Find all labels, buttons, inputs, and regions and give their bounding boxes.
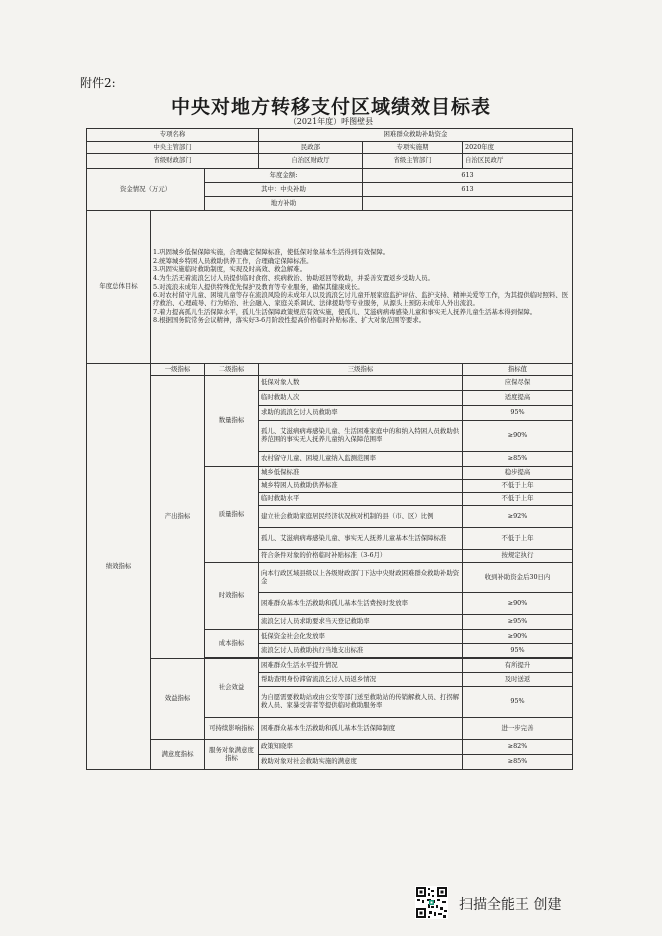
timeliness-label: 时效指标 bbox=[205, 563, 259, 630]
local-subsidy-value bbox=[363, 197, 573, 211]
indicator-value: 适度提高 bbox=[463, 391, 573, 406]
col-level3-header: 三级指标 bbox=[259, 364, 463, 376]
indicator-value: 收到补助资金后30日内 bbox=[463, 563, 573, 593]
indicator-value: ≥95% bbox=[463, 615, 573, 630]
sustain-label: 可持续影响指标 bbox=[205, 718, 259, 740]
central-subsidy-value: 613 bbox=[363, 183, 573, 197]
cost-label: 成本指标 bbox=[205, 630, 259, 658]
indicator-name: 低保对象人数 bbox=[259, 376, 463, 391]
project-name-label: 专项名称 bbox=[87, 129, 259, 142]
indicator-value: 95% bbox=[463, 687, 573, 718]
annual-amount-label: 年度金额: bbox=[205, 169, 363, 183]
indicator-name: 城乡低保标准 bbox=[259, 467, 463, 480]
prov-dept-label: 省级主管部门 bbox=[363, 154, 463, 169]
scanner-watermark bbox=[415, 886, 635, 922]
impl-period-value: 2020年度 bbox=[463, 142, 573, 154]
indicator-value: 95% bbox=[463, 644, 573, 658]
indicator-name: 临时救助人次 bbox=[259, 391, 463, 406]
attachment-label: 附件2: bbox=[80, 76, 116, 90]
indicator-name: 救助对象对社会救助实施的满意度 bbox=[259, 755, 463, 770]
page-subtitle: （2021年度）呼图壁县 bbox=[288, 117, 374, 126]
qr-code-icon bbox=[415, 886, 448, 919]
goal-item: 4.为生活无着流浪乞讨人员提供临时食宿、疾病救治、协助返回等救助，并妥善安置返乡受助人员。 bbox=[153, 273, 434, 282]
annual-amount-value: 613 bbox=[363, 169, 573, 183]
indicator-value: 不低于上年 bbox=[463, 528, 573, 550]
benefit-label: 效益指标 bbox=[151, 659, 205, 740]
goal-item: 2.统筹城乡特困人员救助供养工作，合理确定保障标准。 bbox=[153, 256, 313, 265]
impl-period-label: 专项实施期 bbox=[363, 142, 463, 154]
indicator-value: 不低于上年 bbox=[463, 493, 573, 506]
social-label: 社会效益 bbox=[205, 659, 259, 718]
indicator-value: 及时送返 bbox=[463, 673, 573, 687]
local-subsidy-label: 地方补助 bbox=[205, 197, 363, 211]
indicator-value: ≥90% bbox=[463, 593, 573, 615]
performance-target-table bbox=[86, 128, 573, 770]
indicator-name: 流浪乞讨人员求助要求当天登记救助率 bbox=[259, 615, 463, 630]
satisfaction-label: 满意度指标 bbox=[151, 740, 205, 770]
annual-goals-label: 年度总体目标 bbox=[87, 211, 151, 364]
central-dept-value: 民政部 bbox=[259, 142, 363, 154]
indicator-value: 95% bbox=[463, 406, 573, 421]
prov-finance-value: 自治区财政厅 bbox=[259, 154, 363, 169]
goal-item: 6.对农村留守儿童、困境儿童等存在流浪风险的未成年人以及流浪乞讨儿童开展家庭监护评估、监护支持、精神关爱等工作，为其提供临时照料、医疗救治、心理疏导、行为矫治、社会融入、家庭关系调试、法律援助等专业服务，从源头上预防未成年人外出流浪。 bbox=[153, 291, 569, 308]
indicator-name: 帮助查明身份滞留流浪乞讨人员返乡情况 bbox=[259, 673, 463, 687]
indicator-value: ≥90% bbox=[463, 421, 573, 452]
indicator-value: ≥92% bbox=[463, 506, 573, 528]
page-title: 中央对地方转移支付区域绩效目标表 bbox=[170, 96, 491, 118]
project-name-value: 困难群众救助补助资金 bbox=[259, 129, 573, 142]
col-level1-header: 一级指标 bbox=[151, 364, 205, 376]
col-value-header: 指标值 bbox=[463, 364, 573, 376]
perf-label: 绩效指标 bbox=[87, 364, 151, 770]
goal-item: 3.巩固实施临时救助制度，实现及时高效、救急解难。 bbox=[153, 265, 307, 274]
indicator-value: 有所提升 bbox=[463, 659, 573, 673]
indicator-name: 求助的流浪乞讨人员救助率 bbox=[259, 406, 463, 421]
prov-finance-label: 省级财政部门 bbox=[87, 154, 259, 169]
goal-item: 7.着力提高孤儿生活保障水平，孤儿生活保障政策规范有效实施，使孤儿、艾滋病病毒感染儿童和事实无人抚养儿童生活基本得到保障。 bbox=[153, 307, 537, 316]
output-label: 产出指标 bbox=[151, 376, 205, 659]
indicator-value: ≥85% bbox=[463, 452, 573, 467]
indicator-name: 临时救助水平 bbox=[259, 493, 463, 506]
indicator-name: 困难群众生活水平提升情况 bbox=[259, 659, 463, 673]
goal-item: 1.巩固城乡低保保障实施，合理确定保障标准，使低保对象基本生活得到有效保障。 bbox=[153, 247, 390, 256]
indicator-value: ≥85% bbox=[463, 755, 573, 770]
indicator-name: 流浪乞讨人员救助执行当地支出标准 bbox=[259, 644, 463, 658]
indicator-value: 稳步提高 bbox=[463, 467, 573, 480]
indicator-name: 符合条件对象的价格临时补贴标准（3-6月） bbox=[259, 550, 463, 563]
indicator-value: 应保尽保 bbox=[463, 376, 573, 391]
central-subsidy-label: 其中：中央补助 bbox=[205, 183, 363, 197]
indicator-name: 农村留守儿童、困境儿童纳入监测范围率 bbox=[259, 452, 463, 467]
indicator-name: 困难群众基本生活救助和孤儿基本生活费按时发放率 bbox=[259, 593, 463, 615]
indicator-name: 低保资金社会化发放率 bbox=[259, 630, 463, 644]
indicator-name: 孤儿、艾滋病病毒感染儿童、生活困难家庭中的和纳入特困人员救助供养范围的事实无人抚养儿童纳入保障范围率 bbox=[259, 421, 463, 452]
qty-label: 数量指标 bbox=[205, 376, 259, 467]
service-sat-label: 服务对象满意度指标 bbox=[205, 740, 259, 770]
funds-label: 资金情况（万元） bbox=[87, 169, 205, 211]
goal-item: 8.根据国务院常务会议精神，落实好3-6月阶段性提高价格临时补贴标准、扩大对象范围等要求。 bbox=[153, 316, 426, 325]
indicator-value: 不低于上年 bbox=[463, 480, 573, 493]
indicator-value: 按规定执行 bbox=[463, 550, 573, 563]
goal-item: 5.对流浪未成年人提供特殊优先保护及教育等专业服务，确保其健康成长。 bbox=[153, 282, 364, 291]
indicator-value: 进一步完善 bbox=[463, 718, 573, 740]
indicator-name: 建立社会救助家庭居民经济状况核对机制的县（市、区）比例 bbox=[259, 506, 463, 528]
central-dept-label: 中央主管部门 bbox=[87, 142, 259, 154]
indicator-value: ≥90% bbox=[463, 630, 573, 644]
prov-dept-value: 自治区民政厅 bbox=[463, 154, 573, 169]
col-level2-header: 二级指标 bbox=[205, 364, 259, 376]
indicator-name: 为自愿需要救助站或由公安等部门送至救助站的传销解救人员、打拐解救人员、家暴受害者等提供临时救助服务率 bbox=[259, 687, 463, 718]
indicator-value: ≥82% bbox=[463, 740, 573, 755]
indicator-name: 孤儿、艾滋病病毒感染儿童、事实无人抚养儿童基本生活保障标准 bbox=[259, 528, 463, 550]
annual-goals-text bbox=[151, 211, 573, 364]
quality-label: 质量指标 bbox=[205, 467, 259, 563]
indicator-name: 城乡特困人员救助供养标准 bbox=[259, 480, 463, 493]
indicator-name: 困难群众基本生活救助和孤儿基本生活保障制度 bbox=[259, 718, 463, 740]
indicator-name: 向本行政区域县级以上各级财政部门下达中央财政困难群众救助补助资金 bbox=[259, 563, 463, 593]
scanner-brand-text: 扫描全能王 创建 bbox=[459, 897, 562, 913]
indicator-name: 政策知晓率 bbox=[259, 740, 463, 755]
